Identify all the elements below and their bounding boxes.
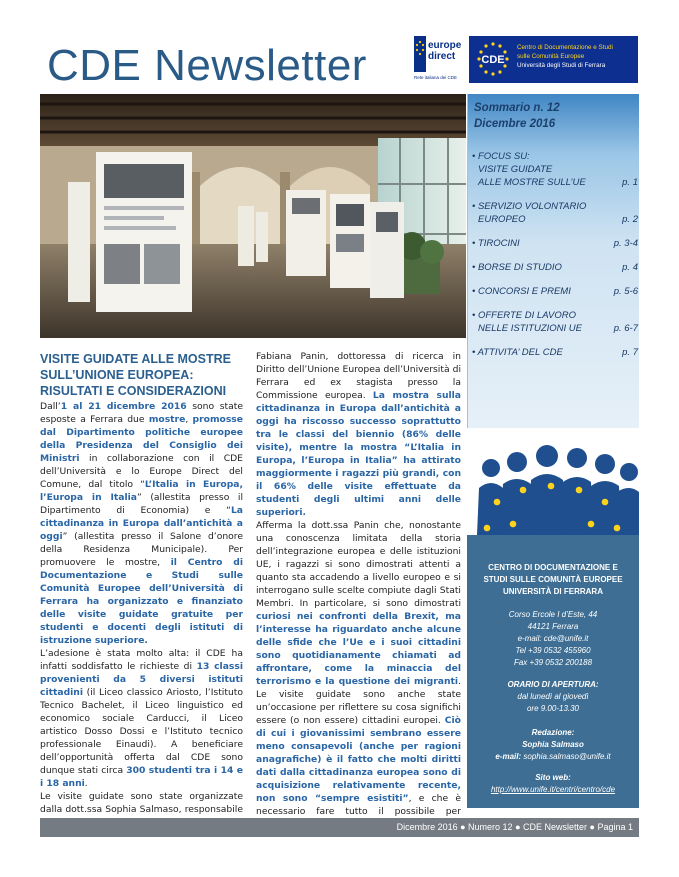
body-text: ” (allestita presso il Salone d’onore della Residenza Municipale). Per promuovere le mostre, xyxy=(40,531,243,568)
article-title-line-1: VISITE GUIDATE ALLE MOSTRE xyxy=(40,352,231,366)
opening-hours-time: ore 9.00-13.30 xyxy=(526,704,580,713)
sommario-item-label: VISITE GUIDATE xyxy=(478,164,553,175)
eu-stars-icon xyxy=(473,40,513,78)
sommario-item[interactable] xyxy=(472,200,638,226)
sommario-item[interactable] xyxy=(472,237,638,250)
highlighted-text: 300 studenti tra i 14 e i 18 anni xyxy=(40,765,243,789)
article-title xyxy=(40,351,243,399)
sommario-item-page: p. 2 xyxy=(622,214,638,225)
opening-hours-title: ORARIO DI APERTURA: xyxy=(507,680,599,689)
sommario-panel xyxy=(467,94,639,428)
sommario-item-page: p. 4 xyxy=(622,262,638,273)
sommario-list xyxy=(472,150,638,370)
article-title-line-2: SULL’UNIONE EUROPEA: xyxy=(40,368,194,382)
sommario-item-page: p. 7 xyxy=(622,347,638,358)
website-title: Sito web: xyxy=(535,773,571,782)
opening-hours xyxy=(467,679,639,715)
redazione-email[interactable] xyxy=(467,751,639,763)
contact-fax: Fax +39 0532 200188 xyxy=(513,658,593,667)
body-text: , xyxy=(185,414,193,425)
redazione-email-value[interactable]: sophia.salmaso@unife.it xyxy=(523,752,611,761)
body-text: Fabiana Panin, dottoressa di ricerca in Diritto dell’Unione Europea dell’Università di Ferrara ed ex stagista presso la Commissione europea. xyxy=(256,351,461,401)
cde-logo-line1: Centro di Documentazione e Studi xyxy=(517,44,613,51)
body-text: . Le visite guidate sono anche state un’occasione per riflettere su cosa significhi essere (o non essere) cittadini europei. xyxy=(256,676,461,726)
highlighted-text: L’Italia in Europa, l’Europa in Italia xyxy=(40,479,243,503)
opening-hours-days: dal lunedì al giovedì xyxy=(517,692,589,701)
body-text: sono state esposte a Ferrara due xyxy=(40,401,243,425)
contact-email[interactable]: e-mail: cde@unife.it xyxy=(517,634,589,643)
website-link[interactable]: http://www.unife.it/centri/centro/cde xyxy=(490,785,616,794)
highlighted-text: Ciò di cui i giovanissimi sembrano essere meno consapevoli (anche per ragioni anagrafiche) è il fatto che molti diritti dati dalla cittadinanza europea sono di acquisizione relativamente recente, non sono “sempre esistiti” xyxy=(256,715,461,804)
highlighted-text: mostre xyxy=(148,414,186,425)
body-text: ” (allestita presso il Dipartimento di Economia) e “ xyxy=(40,492,244,516)
redazione-email-label: e-mail: xyxy=(495,752,522,761)
contacts-head-line-1: CENTRO DI DOCUMENTAZIONE E xyxy=(488,563,618,572)
europe-direct-line2: direct xyxy=(428,51,456,62)
eu-people-illustration xyxy=(467,428,639,535)
address-city: 44121 Ferrara xyxy=(527,622,579,631)
exhibition-hall-photo xyxy=(40,94,466,338)
body-text: Dall’ xyxy=(40,401,61,412)
sommario-item-page: p. 1 xyxy=(622,177,638,188)
website xyxy=(467,772,639,796)
cde-logo-text xyxy=(517,43,613,70)
sommario-item[interactable] xyxy=(472,261,638,274)
article-column-2 xyxy=(256,350,461,831)
sommario-item-page: p. 3-4 xyxy=(613,238,638,249)
article-paragraph xyxy=(256,350,461,519)
europe-direct-logo xyxy=(414,34,468,84)
sommario-heading xyxy=(474,100,560,132)
highlighted-text: il Centro di Documentazione e Studi sulle Comunità Europee dell’Università di Ferrara ha organizzato e finanziato delle visite guidate gratuite per studenti e docenti degli istituti di istruzione superiore. xyxy=(40,557,243,646)
sommario-title: Sommario n. 12 xyxy=(474,102,560,114)
sommario-item-label: • BORSE DI STUDIO xyxy=(472,262,562,273)
contacts-address xyxy=(467,609,639,669)
cde-logo-line2: sulle Comunità Europee xyxy=(517,53,585,60)
sommario-item-label: • ATTIVITA’ DEL CDE xyxy=(472,347,563,358)
body-text: in collaborazione con il CDE dell’Università e lo Europe Direct del Comune, dal titolo “ xyxy=(40,453,243,490)
sommario-item-label: • FOCUS SU: xyxy=(472,151,530,162)
body-text: , e che è necessario fare tutto il possibile per xyxy=(256,793,461,817)
contacts-heading xyxy=(467,562,639,598)
sommario-date: Dicembre 2016 xyxy=(474,118,556,130)
body-text: Afferma la dott.ssa Panin che, nonostante una conoscenza limitata della storia dell’integrazione europea e delle istituzioni UE, i ragazzi si sono dimostrati attenti a quanto sta accadendo a livello europeo e si interrogano sulle scelte compiute dagli Stati Membri. In particolare, si sono dimostrati xyxy=(256,520,461,609)
sommario-item-page: p. 6-7 xyxy=(613,323,638,334)
redazione xyxy=(467,727,639,763)
cde-logo-line3: Università degli Studi di Ferrara xyxy=(517,62,606,69)
body-text: Le visite guidate sono state organizzate dalla dott.ssa Sophia Salmaso, responsabile xyxy=(40,791,243,815)
page-footer: Dicembre 2016 ● Numero 12 ● CDE Newsletter ● Pagina 1 xyxy=(40,818,639,837)
europe-direct-tagline: Rete italiana dei CDE xyxy=(414,75,458,80)
address-line: Corso Ercole I d’Este, 44 xyxy=(508,610,598,619)
body-text: (il Liceo classico Ariosto, l’Istituto Tecnico Bachelet, il Liceo linguistico ed economico sociale Carducci, il Liceo artistico Dosso Dossi e l’Istituto tecnico professionale Einaudi). A beneficiare dell’opportunità offerta dal CDE sono dunque stati circa xyxy=(40,687,243,776)
article-paragraph xyxy=(40,400,243,647)
sommario-item-label: EUROPEO xyxy=(478,214,526,225)
cde-badge: CDE xyxy=(481,54,505,66)
highlighted-text: curiosi nei confronti della Brexit, ma l’interesse ha riguardato anche alcune delle sfide che l’Ue e i suoi cittadini sono quotidianamente chiamati ad affrontare, come la minaccia del terrorismo e la questione dei migranti xyxy=(256,611,461,687)
sommario-item-label: • CONCORSI E PREMI xyxy=(472,286,571,297)
cde-logo xyxy=(469,36,638,83)
sommario-item-label: • TIROCINI xyxy=(472,238,520,249)
sommario-item[interactable] xyxy=(472,346,638,359)
body-text: . xyxy=(84,778,88,789)
highlighted-text: La mostra sulla cittadinanza in Europa dall’antichità a oggi ha riscosso successo soprattutto tra le classi del biennio (86% delle visite), mentre la mostra “L’Italia in Europa, l’Europa in Italia” ha attirato maggiormente i ragazzi più grandi, con il 66% delle visite effettuate da studenti degli ultimi anni delle superiori. xyxy=(256,390,462,518)
contact-phone: Tel +39 0532 455960 xyxy=(515,646,591,655)
article-paragraph xyxy=(40,647,243,790)
masthead-title: CDE Newsletter xyxy=(47,41,367,90)
highlighted-text: 13 classi provenienti da 5 diversi istituti cittadini xyxy=(40,661,243,698)
sommario-item[interactable] xyxy=(472,285,638,298)
sommario-item-label: ALLE MOSTRE SULL’UE xyxy=(478,177,586,188)
sommario-item-page: p. 5-6 xyxy=(613,286,638,297)
highlighted-text: 1 al 21 dicembre 2016 xyxy=(60,401,187,412)
eu-flag-icon xyxy=(414,36,426,72)
article-title-line-3: RISULTATI E CONSIDERAZIONI xyxy=(40,384,227,398)
article-paragraph xyxy=(256,519,461,831)
sommario-item[interactable] xyxy=(472,309,638,335)
europe-direct-line1: europe xyxy=(428,40,462,51)
contacts-head-line-3: UNIVERSITÀ DI FERRARA xyxy=(502,587,603,596)
body-text: L’adesione è stata molto alta: il CDE ha infatti soddisfatto le richieste di xyxy=(40,648,243,672)
highlighted-text: promosse dal Dipartimento politiche europee della Presidenza del Consiglio dei Ministri xyxy=(40,414,244,464)
redazione-title: Redazione: xyxy=(531,728,575,737)
sommario-item[interactable] xyxy=(472,150,638,189)
contacts-panel xyxy=(467,535,639,808)
sommario-item-label: • OFFERTE DI LAVORO xyxy=(472,310,576,321)
highlighted-text: La cittadinanza in Europa dall’antichità a oggi xyxy=(40,505,243,542)
sommario-item-label: NELLE ISTITUZIONI UE xyxy=(478,323,582,334)
article-column-1 xyxy=(40,400,243,829)
sommario-item-label: • SERVIZIO VOLONTARIO xyxy=(472,201,587,212)
redazione-name: Sophia Salmaso xyxy=(522,740,584,749)
contacts-head-line-2: STUDI SULLE COMUNITÀ EUROPEE xyxy=(483,575,623,584)
